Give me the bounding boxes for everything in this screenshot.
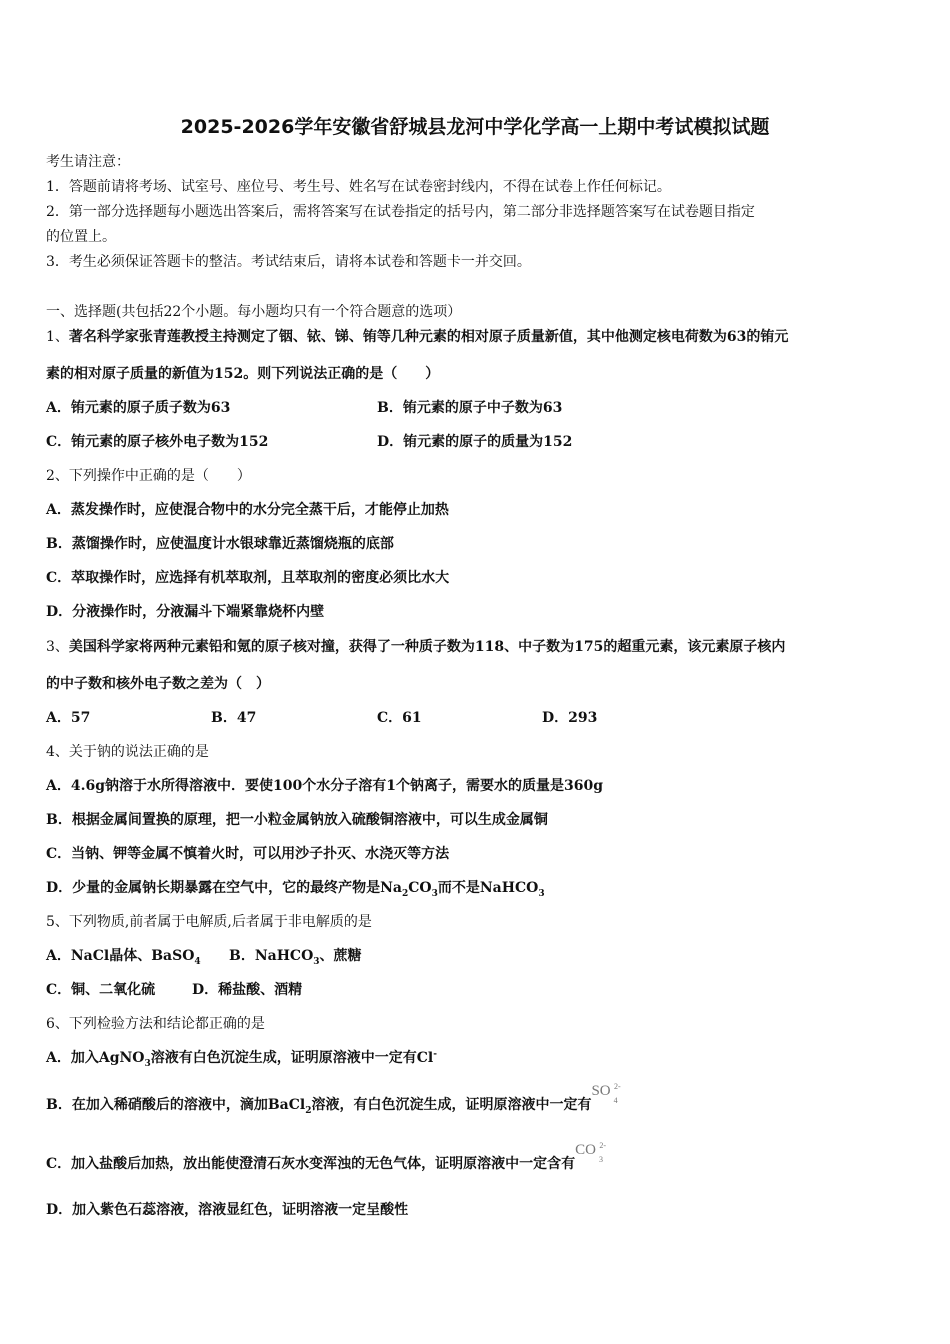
q6-option-c: C．加入盐酸后加热，放出能使澄清石灰水变浑浊的无色气体，证明原溶液中一定含有CO 2- 3 (46, 1141, 606, 1172)
notice-item-2-cont: 的位置上。 (46, 229, 116, 245)
q1-option-d: D．铕元素的原子的质量为152 (377, 434, 573, 450)
notice-heading: 考生请注意： (46, 154, 130, 170)
sulfate-formula: SO 2- 4 (591, 1082, 621, 1105)
question-2-stem: 2、下列操作中正确的是（ ） (46, 468, 251, 484)
q1-option-a: A．铕元素的原子质子数为63 (46, 400, 231, 416)
notice-item-3: 3．考生必须保证答题卡的整洁。考试结束后，请将本试卷和答题卡一并交回。 (46, 254, 531, 270)
q3-option-d: D．293 (542, 710, 598, 726)
question-6-stem: 6、下列检验方法和结论都正确的是 (46, 1016, 265, 1032)
question-number: 3、 (46, 639, 69, 655)
q4-option-b: B．根据金属间置换的原理，把一小粒金属钠放入硫酸铜溶液中，可以生成金属铜 (46, 812, 548, 828)
section-title: 一、选择题(共包括22个小题。每小题均只有一个符合题意的选项） (46, 304, 462, 320)
question-4-stem: 4、关于钠的说法正确的是 (46, 744, 209, 760)
question-number: 2、 (46, 468, 69, 484)
q1-option-c: C．铕元素的原子核外电子数为152 (46, 434, 269, 450)
question-1-stem: 1、著名科学家张青莲教授主持测定了铟、铱、锑、铕等几种元素的相对原子质量新值，其中他测定核电荷数为63的铕元 (46, 329, 789, 345)
question-number: 4、 (46, 744, 69, 760)
q2-option-a: A．蒸发操作时，应使混合物中的水分完全蒸干后，才能停止加热 (46, 502, 449, 518)
question-number: 1、 (46, 329, 69, 345)
q2-option-d: D．分液操作时，分液漏斗下端紧靠烧杯内壁 (46, 604, 325, 620)
question-number: 6、 (46, 1016, 69, 1032)
q1-option-b: B．铕元素的原子中子数为63 (377, 400, 563, 416)
q3-option-c: C．61 (377, 710, 422, 726)
q4-option-c: C．当钠、钾等金属不慎着火时，可以用沙子扑灭、水浇灭等方法 (46, 846, 450, 862)
q6-option-a: A．加入AgNO$_3$溶液有白色沉淀生成，证明原溶液中一定有Cl- (46, 1049, 437, 1069)
question-3-stem-cont: 的中子数和核外电子数之差为（ ） (46, 676, 270, 692)
q6-option-b: B．在加入稀硝酸后的溶液中，滴加BaCl$_2$溶液，有白色沉淀生成，证明原溶液中一定有SO 2- 4 (46, 1082, 621, 1116)
q5-option-a: A．NaCl晶体、BaSO$_4$ (46, 948, 201, 967)
notice-item-2: 2．第一部分选择题每小题选出答案后，需将答案写在试卷指定的括号内，第二部分非选择题答案写在试卷题目指定 (46, 204, 755, 220)
question-5-stem: 5、下列物质,前者属于电解质,后者属于非电解质的是 (46, 914, 372, 930)
q3-option-b: B．47 (211, 710, 257, 726)
notice-item-1: 1．答题前请将考场、试室号、座位号、考生号、姓名写在试卷密封线内，不得在试卷上作任何标记。 (46, 179, 671, 195)
carbonate-formula: CO 2- 3 (575, 1141, 606, 1164)
q6-option-d: D．加入紫色石蕊溶液，溶液显红色，证明溶液一定呈酸性 (46, 1202, 409, 1218)
q5-option-b: B．NaHCO$_3$、蔗糖 (229, 948, 362, 967)
question-number: 5、 (46, 914, 69, 930)
q5-option-d: D．稀盐酸、酒精 (192, 982, 303, 998)
q5-option-c: C．铜、二氧化硫 (46, 982, 156, 998)
q2-option-b: B．蒸馏操作时，应使温度计水银球靠近蒸馏烧瓶的底部 (46, 536, 394, 552)
page-title: 2025-2026学年安徽省舒城县龙河中学化学高一上期中考试模拟试题 (180, 116, 770, 138)
question-1-stem-cont: 素的相对原子质量的新值为152。则下列说法正确的是（ ） (46, 366, 440, 382)
question-3-stem: 3、美国科学家将两种元素铅和氪的原子核对撞，获得了一种质子数为118、中子数为175的超重元素，该元素原子核内 (46, 639, 786, 655)
q4-option-d: D．少量的金属钠长期暴露在空气中，它的最终产物是$Na_2CO_3$而不是NaHCO$_3$ (46, 880, 545, 899)
q3-option-a: A．57 (46, 710, 91, 726)
q4-option-a: A．4.6g钠溶于水所得溶液中．要使100个水分子溶有1个钠离子，需要水的质量是360g (46, 778, 603, 794)
q2-option-c: C．萃取操作时，应选择有机萃取剂，且萃取剂的密度必须比水大 (46, 570, 450, 586)
